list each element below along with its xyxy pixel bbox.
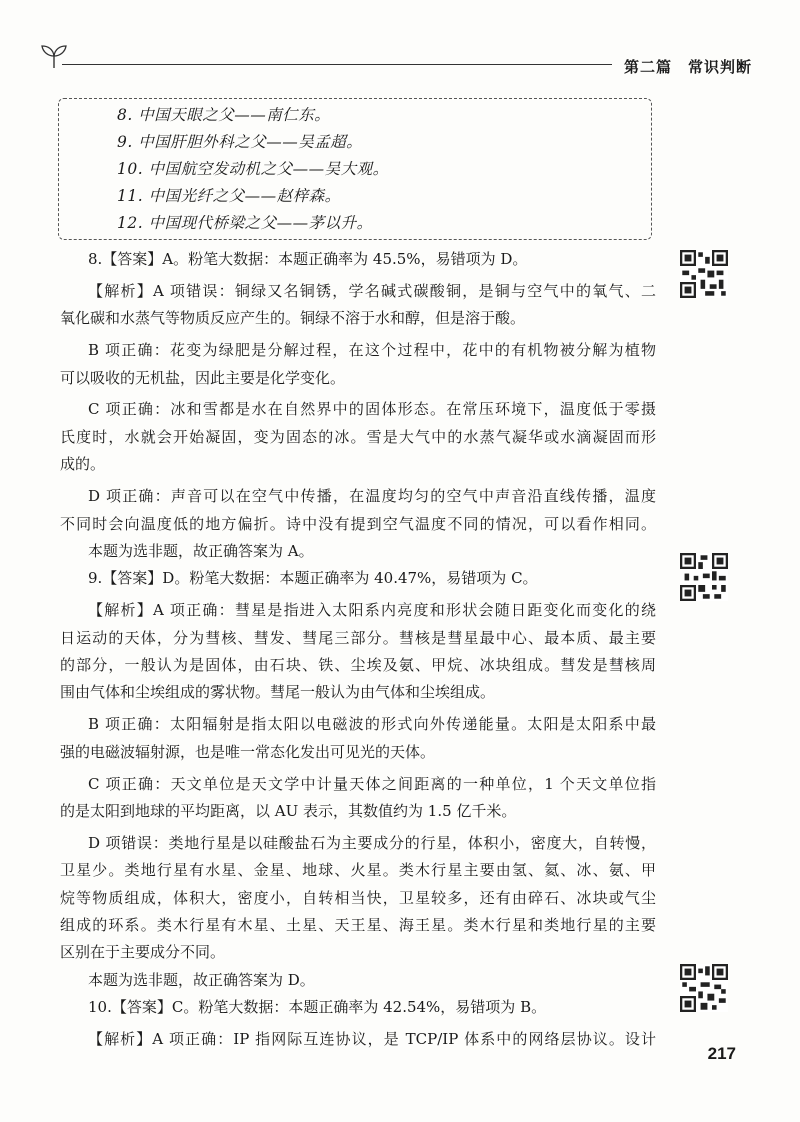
answer-line: D 项错误：类地行星是以硅酸盐石为主要成分的行星，体积小，密度大，自转慢， xyxy=(88,833,656,852)
page-number: 217 xyxy=(707,1044,736,1063)
answer-line: 卫星少。类地行星有水星、金星、地球、火星。类木行星主要由氢、氦、冰、氨、甲 xyxy=(60,861,656,880)
answer-line: 日运动的天体，分为彗核、彗发、彗尾三部分。彗核是彗星最中心、最本质、最主要 xyxy=(60,628,656,647)
qr-code-icon[interactable] xyxy=(680,250,728,298)
answer-line: 本题为选非题，故正确答案为 D。 xyxy=(88,970,315,989)
answer-line: 的部分，一般认为是固体，由石块、铁、尘埃及氨、甲烷、冰块组成。彗发是彗核周 xyxy=(60,655,656,674)
answer-line: 可以吸收的无机盐，因此主要是化学变化。 xyxy=(60,368,346,387)
answer-line: 9.【答案】D。粉笔大数据：本题正确率为 40.47%，易错项为 C。 xyxy=(88,569,538,588)
header-rule xyxy=(62,64,612,65)
qr-code-icon[interactable] xyxy=(680,964,728,1012)
answer-line: 烷等物质组成，体积大，密度小，自转相当快，卫星较多，还有由碎石、冰块或气尘 xyxy=(60,888,656,907)
section-title: 第二篇 常识判断 xyxy=(623,58,752,76)
answer-line: 【解析】A 项正确：彗星是指进入太阳系内亮度和形状会随日距变化而变化的绕 xyxy=(88,601,656,620)
answer-line: 围由气体和尘埃组成的雾状物。彗尾一般认为由气体和尘埃组成。 xyxy=(60,683,496,702)
note-item: 12. 中国现代桥梁之父——茅以升。 xyxy=(117,214,373,232)
note-item: 11. 中国光纤之父——赵梓森。 xyxy=(117,187,341,205)
note-box xyxy=(58,98,652,240)
note-item: 10. 中国航空发动机之父——吴大观。 xyxy=(117,160,389,178)
answer-line: 强的电磁波辐射源，也是唯一常态化发出可见光的天体。 xyxy=(60,742,436,761)
qr-code-icon[interactable] xyxy=(680,553,728,601)
answer-line: D 项正确：声音可以在空气中传播，在温度均匀的空气中声音沿直线传播，温度 xyxy=(88,487,656,506)
answer-line: C 项正确：冰和雪都是水在自然界中的固体形态。在常压环境下，温度低于零摄 xyxy=(88,400,656,419)
answer-line: 区别在于主要成分不同。 xyxy=(60,943,226,962)
answer-line: 10.【答案】C。粉笔大数据：本题正确率为 42.54%，易错项为 B。 xyxy=(88,998,547,1017)
note-item: 9. 中国肝胆外科之父——吴孟超。 xyxy=(117,133,363,151)
answer-line: 【解析】A 项错误：铜绿又名铜锈，学名碱式碳酸铜，是铜与空气中的氧气、二 xyxy=(88,281,656,300)
answer-line: 氏度时，水就会开始凝固，变为固态的冰。雪是大气中的水蒸气凝华或水滴凝固而形 xyxy=(60,427,656,446)
answer-line: B 项正确：太阳辐射是指太阳以电磁波的形式向外传递能量。太阳是太阳系中最 xyxy=(88,715,656,734)
answer-line: 【解析】A 项正确：IP 指网际互连协议，是 TCP/IP 体系中的网络层协议。设计 xyxy=(88,1030,656,1049)
answer-line: 8.【答案】A。粉笔大数据：本题正确率为 45.5%，易错项为 D。 xyxy=(88,250,528,268)
answer-line: 组成的环系。类木行星有木星、土星、天王星、海王星。类木行星和类地行星的主要 xyxy=(60,915,656,934)
answer-content xyxy=(60,246,656,1053)
answer-line: B 项正确：花变为绿肥是分解过程，在这个过程中，花中的有机物被分解为植物 xyxy=(88,341,656,360)
answer-line: 的是太阳到地球的平均距离，以 AU 表示，其数值约为 1.5 亿千米。 xyxy=(60,801,517,820)
answer-line: C 项正确：天文单位是天文学中计量天体之间距离的一种单位，1 个天文单位指 xyxy=(88,774,656,793)
answer-line: 不同时会向温度低的地方偏折。诗中没有提到空气温度不同的情况，可以看作相同。 xyxy=(60,514,656,533)
page-header xyxy=(40,34,760,78)
answer-line: 成的。 xyxy=(60,455,106,474)
leaf-icon xyxy=(40,44,68,70)
answer-line: 氧化碳和水蒸气等物质反应产生的。铜绿不溶于水和醇，但是溶于酸。 xyxy=(60,309,526,328)
answer-line: 本题为选非题，故正确答案为 A。 xyxy=(88,541,314,560)
note-item: 8. 中国天眼之父——南仁东。 xyxy=(117,106,331,124)
